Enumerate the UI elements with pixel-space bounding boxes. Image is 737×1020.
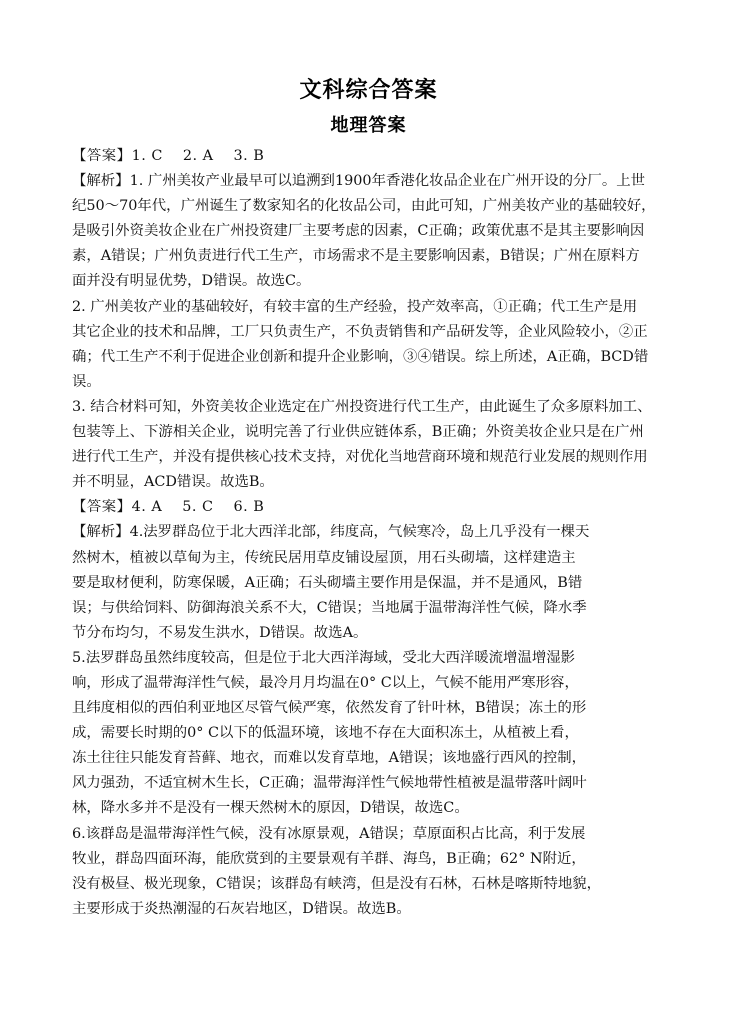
answer-line-q1-3: 【答案】1. C 2. A 3. B [72,148,265,164]
analysis-line: 【解析】1. 广州美妆产业最早可以追溯到1900年香港化妆品企业在广州开设的分厂。上世 [72,173,645,190]
analysis-line: 【解析】4.法罗群岛位于北大西洋北部，纬度高，气候寒冷，岛上几乎没有一棵天 [72,524,590,541]
analysis-line: 主要形成于炎热潮湿的石灰岩地区，D错误。故选B。 [72,900,411,917]
document-title: 文科综合答案 [299,77,438,103]
analysis-line: 成，需要长时期的0° C以下的低温环境，该地不存在大面积冻土，从植被上看， [72,725,579,742]
analysis-line: 然树木，植被以草甸为主，传统民居用草皮铺设屋顶，用石头砌墙，这样建造主 [72,549,576,566]
section-title-geography: 地理答案 [330,115,407,136]
analysis-line: 冻土往往只能发育苔藓、地衣，而难以发育草地，A错误；该地盛行西风的控制， [72,750,587,767]
answer-line-q4-6: 【答案】4. A 5. C 6. B [72,499,265,516]
analysis-line: 包装等上、下游相关企业，说明完善了行业供应链体系，B正确；外资美妆企业只是在广州 [72,424,644,441]
analysis-line: 5.法罗群岛虽然纬度较高，但是位于北大西洋海域，受北大西洋暖流增温增湿影 [72,649,576,666]
analysis-line: 没有极昼、极光现象，C错误；该群岛有峡湾，但是没有石林，石林是喀斯特地貌， [72,875,602,892]
analysis-line: 响，形成了温带海洋性气候，最冷月月均温在0° C以上，气候不能用严寒形容， [72,674,579,691]
analysis-line: 误；与供给饲料、防御海浪关系不大，C错误；当地属于温带海洋性气候，降水季 [72,599,587,616]
analysis-line: 要是取材便利，防寒保暖，A正确；石头砌墙主要作用是保温，并不是通风，B错 [72,574,583,591]
analysis-line: 且纬度相似的西伯利亚地区尽管气候严寒，依然发育了针叶林，B错误；冻土的形 [72,700,587,717]
answer-content [72,144,668,922]
analysis-line: 6.该群岛是温带海洋性气候，没有冰原景观，A错误；草原面积占比高，利于发展 [72,825,586,842]
analysis-line: 林，降水多并不是没有一棵天然树木的原因，D错误，故选C。 [72,800,469,817]
analysis-line: 牧业，群岛四面环海，能欣赏到的主要景观有羊群、海鸟，B正确；62° N附近， [72,850,586,867]
analysis-line: 是吸引外资美妆企业在广州投资建厂主要考虑的因素，C正确；政策优惠不是其主要影响因 [72,223,645,240]
analysis-line: 并不明显，ACD错误。故选B。 [72,474,274,491]
analysis-line: 纪50～70年代，广州诞生了数家知名的化妆品公司，由此可知，广州美妆产业的基础较好， [72,198,656,215]
analysis-line: 面并没有明显优势，D错误。故选C。 [72,273,311,290]
analysis-line: 节分布均匀，不易发生洪水，D错误。故选A。 [72,624,368,641]
analysis-line: 风力强劲，不适宜树木生长，C正确；温带海洋性气候地带性植被是温带落叶阔叶 [72,775,587,792]
analysis-line: 其它企业的技术和品牌，工厂只负责生产，不负责销售和产品研发等，企业风险较小，②正 [72,323,648,340]
analysis-line: 误。 [72,373,101,390]
analysis-line: 进行代工生产，并没有提供核心技术支持，对优化当地营商环境和规范行业发展的规则作用 [72,449,648,466]
analysis-line: 确；代工生产不利于促进企业创新和提升企业影响，③④错误。综上所述，A正确，BCD错 [72,348,649,365]
analysis-line: 2. 广州美妆产业的基础较好，有较丰富的生产经验，投产效率高，①正确；代工生产是用 [72,298,638,315]
analysis-line: 3. 结合材料可知，外资美妆企业选定在广州投资进行代工生产，由此诞生了众多原料加工、 [72,398,652,415]
analysis-line: 素，A错误；广州负责进行代工生产，市场需求不是主要影响因素，B错误；广州在原料方 [72,248,640,265]
